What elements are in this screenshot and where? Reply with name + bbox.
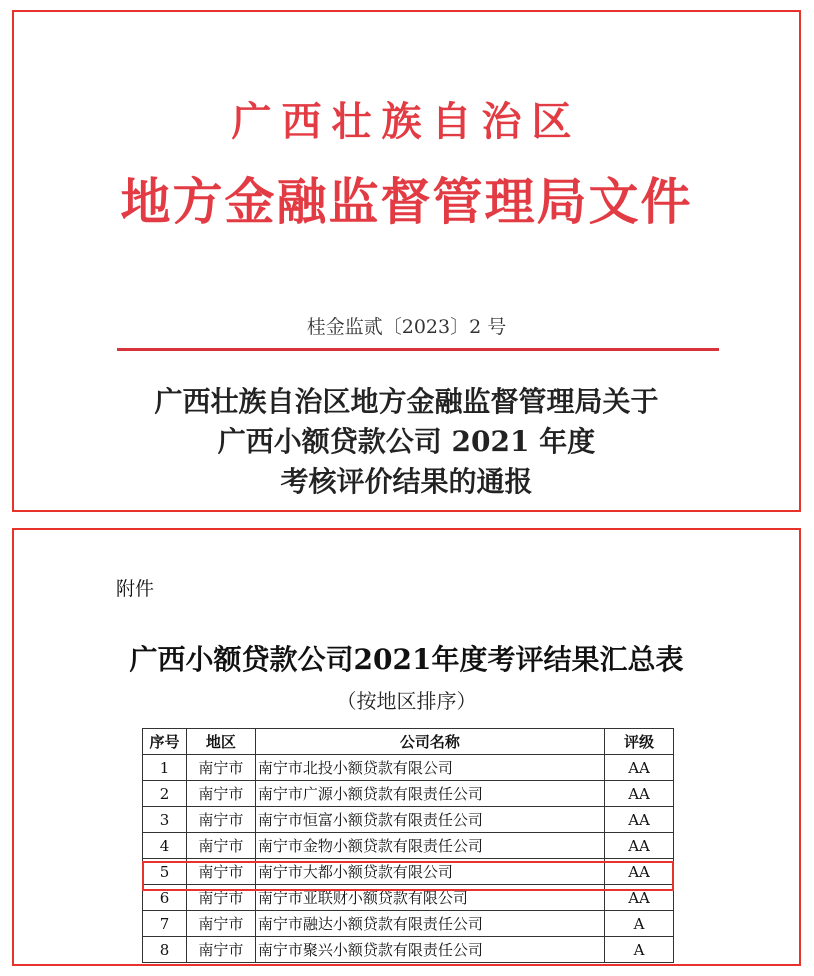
cell-no: 7 <box>143 911 187 937</box>
attachment-label: 附件 <box>116 578 155 600</box>
cell-rating: A <box>605 911 674 937</box>
table-row-highlighted <box>143 859 674 885</box>
table-title: 广西小额贷款公司2021年度考评结果汇总表 <box>129 643 684 676</box>
table-row <box>143 833 674 859</box>
cell-region: 南宁市 <box>186 859 255 885</box>
cell-company: 南宁市大都小额贷款有限公司 <box>255 859 604 885</box>
letterhead-line1: 广西壮族自治区 <box>231 98 582 145</box>
cell-rating: A <box>605 937 674 963</box>
cell-region: 南宁市 <box>186 807 255 833</box>
column-header-company: 公司名称 <box>255 729 604 755</box>
cell-company: 南宁市恒富小额贷款有限责任公司 <box>255 807 604 833</box>
table-row <box>143 937 674 963</box>
red-divider <box>117 348 719 351</box>
document-title-line: 考核评价结果的通报 <box>280 465 533 498</box>
cell-region: 南宁市 <box>186 937 255 963</box>
cell-no: 5 <box>143 859 187 885</box>
cell-company: 南宁市聚兴小额贷款有限责任公司 <box>255 937 604 963</box>
table-subtitle: （按地区排序） <box>336 689 477 713</box>
cell-company: 南宁市广源小额贷款有限责任公司 <box>255 781 604 807</box>
cell-no: 3 <box>143 807 187 833</box>
document-title-line: 广西小额贷款公司 2021 年度 <box>217 425 596 458</box>
cell-no: 2 <box>143 781 187 807</box>
table-row <box>143 885 674 911</box>
cell-no: 8 <box>143 937 187 963</box>
cell-region: 南宁市 <box>186 781 255 807</box>
table-row <box>143 807 674 833</box>
cell-company: 南宁市亚联财小额贷款有限公司 <box>255 885 604 911</box>
cell-rating: AA <box>605 807 674 833</box>
cell-rating: AA <box>605 859 674 885</box>
document-header-panel <box>12 10 801 512</box>
cell-company: 南宁市金物小额贷款有限责任公司 <box>255 833 604 859</box>
results-table <box>142 728 674 963</box>
letterhead-line2: 地方金融监督管理局文件 <box>120 172 693 231</box>
cell-rating: AA <box>605 833 674 859</box>
cell-region: 南宁市 <box>186 833 255 859</box>
column-header-rating: 评级 <box>605 729 674 755</box>
cell-no: 6 <box>143 885 187 911</box>
cell-rating: AA <box>605 755 674 781</box>
table-row <box>143 755 674 781</box>
cell-region: 南宁市 <box>186 885 255 911</box>
column-header-region: 地区 <box>186 729 255 755</box>
table-header-row <box>143 729 674 755</box>
document-title <box>14 382 799 502</box>
table-row <box>143 911 674 937</box>
cell-rating: AA <box>605 885 674 911</box>
document-number: 桂金监贰〔2023〕2 号 <box>306 316 507 338</box>
cell-region: 南宁市 <box>186 911 255 937</box>
cell-company: 南宁市北投小额贷款有限公司 <box>255 755 604 781</box>
cell-rating: AA <box>605 781 674 807</box>
attachment-panel <box>12 528 801 966</box>
cell-company: 南宁市融达小额贷款有限责任公司 <box>255 911 604 937</box>
cell-no: 4 <box>143 833 187 859</box>
table-row <box>143 781 674 807</box>
cell-region: 南宁市 <box>186 755 255 781</box>
document-title-line: 广西壮族自治区地方金融监督管理局关于 <box>154 385 659 418</box>
column-header-no: 序号 <box>143 729 187 755</box>
cell-no: 1 <box>143 755 187 781</box>
